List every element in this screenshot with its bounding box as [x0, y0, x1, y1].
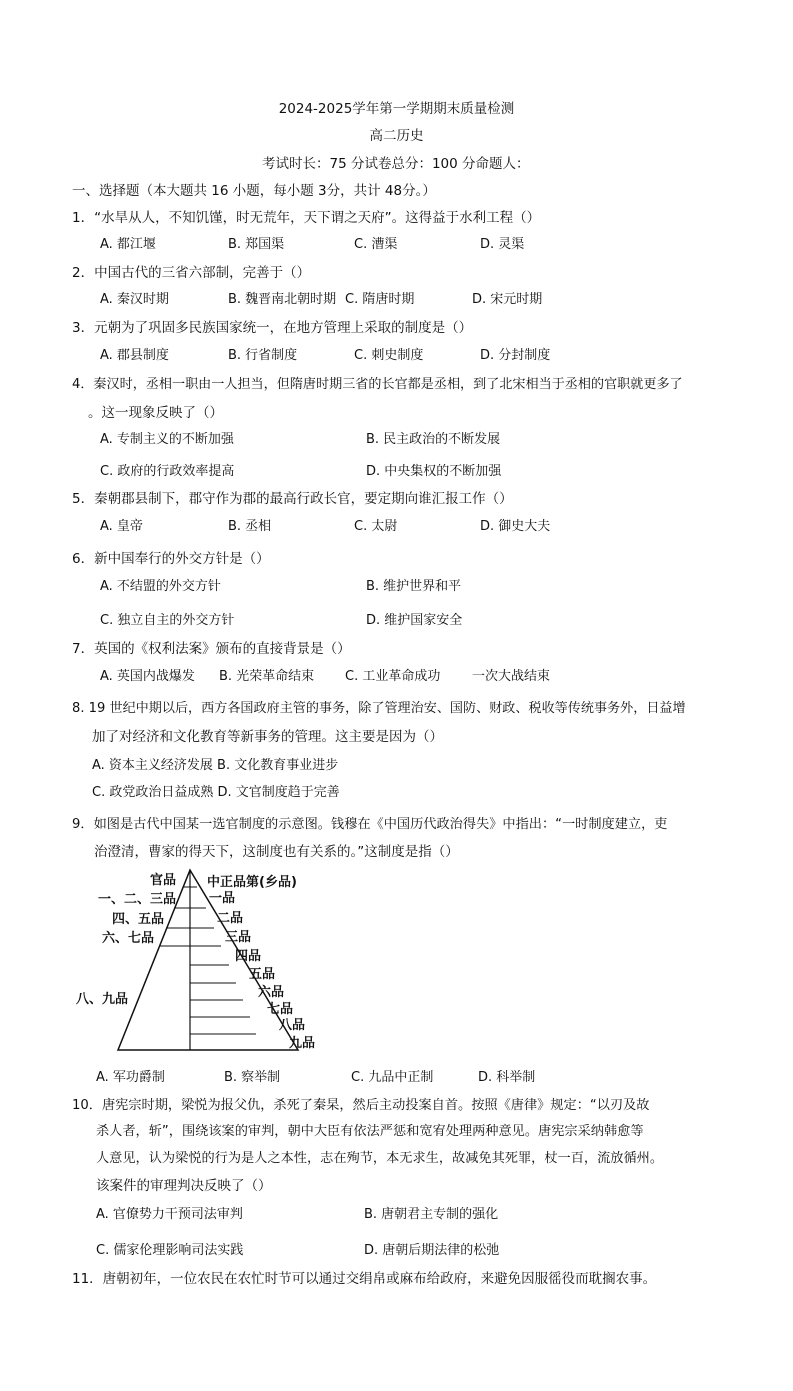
- right-label: 八品: [279, 1018, 306, 1033]
- q2-option-b: B. 魏晋南北朝时期: [228, 292, 337, 307]
- left-label: 四、五品: [112, 912, 165, 927]
- q6-option-c: C. 独立自主的外交方针: [100, 613, 235, 628]
- q1-option-a: A. 都江堰: [100, 237, 156, 252]
- q4-option-c: C. 政府的行政效率提高: [100, 464, 235, 479]
- q9-option-b: B. 察举制: [224, 1070, 281, 1085]
- right-label: 一品: [209, 891, 236, 906]
- left-label: 一、二、三品: [98, 892, 177, 907]
- question-1-stem: 1．“水旱从人，不知饥馑，时无荒年，天下谓之天府”。这得益于水利工程（）: [72, 210, 541, 226]
- diagram-right-header: 中正品第(乡品): [207, 875, 297, 890]
- q5-option-c: C. 太尉: [354, 519, 398, 534]
- q8-options-cd: C. 政党政治日益成熟 D. 文官制度趋于完善: [92, 785, 340, 800]
- q4-option-a: A. 专制主义的不断加强: [100, 432, 234, 447]
- q6-option-a: A. 不结盟的外交方针: [100, 579, 221, 594]
- left-label: 六、七品: [102, 931, 155, 946]
- right-label: 七品: [267, 1002, 294, 1017]
- question-6-stem: 6．新中国奉行的外交方针是（）: [72, 551, 270, 567]
- question-4-stem-line1: 4．秦汉时，丞相一职由一人担当，但隋唐时期三省的长官都是丞相，到了北宋相当于丞相的官职就更多了: [72, 377, 683, 392]
- question-8-stem-line2: 加了对经济和文化教育等新事务的管理。这主要是因为（）: [92, 729, 443, 745]
- right-label: 六品: [258, 985, 285, 1000]
- question-2-stem: 2．中国古代的三省六部制，完善于（）: [72, 265, 311, 281]
- q10-option-c: C. 儒家伦理影响司法实践: [96, 1243, 244, 1258]
- exam-info: 考试时长：75 分试卷总分：100 分命题人：: [262, 156, 530, 172]
- q9-option-d: D. 科举制: [478, 1070, 536, 1085]
- q2-option-a: A. 秦汉时期: [100, 292, 169, 307]
- q7-option-d: 一次大战结束: [472, 669, 551, 684]
- q3-option-c: C. 刺史制度: [354, 348, 424, 363]
- nine-rank-diagram: [0, 865, 793, 1065]
- q6-option-b: B. 维护世界和平: [366, 579, 462, 594]
- question-10-line3: 人意见，认为梁悦的行为是人之本性，志在殉节，本无求生，故减免其死罪，杖一百，流放循州。: [96, 1151, 664, 1166]
- question-3-stem: 3．元朝为了巩固多民族国家统一，在地方管理上采取的制度是（）: [72, 320, 473, 336]
- q7-option-c: C. 工业革命成功: [345, 669, 441, 684]
- question-10-line2: 杀人者，斩”，围绕该案的审判，朝中大臣有依法严惩和宽宥处理两种意见。唐宪宗采纳韩愈等: [96, 1124, 644, 1139]
- question-9-stem-line1: 9．如图是古代中国某一选官制度的示意图。钱穆在《中国历代政治得失》中指出：“一时制度建立，吏: [72, 817, 668, 832]
- q7-option-a: A. 英国内战爆发: [100, 669, 195, 684]
- q7-option-b: B. 光荣革命结束: [219, 669, 315, 684]
- q1-option-d: D. 灵渠: [480, 237, 525, 252]
- right-label: 四品: [235, 949, 262, 964]
- right-label: 二品: [217, 911, 244, 926]
- question-4-stem-line2: 。这一现象反映了（）: [88, 405, 223, 421]
- q4-option-b: B. 民主政治的不断发展: [366, 432, 501, 447]
- q9-option-c: C. 九品中正制: [351, 1070, 434, 1085]
- exam-title: 2024-2025学年第一学期期末质量检测: [278, 101, 515, 117]
- q9-option-a: A. 军功爵制: [96, 1070, 165, 1085]
- question-7-stem: 7．英国的《权利法案》颁布的直接背景是（）: [72, 641, 351, 657]
- q5-option-d: D. 御史大夫: [480, 519, 551, 534]
- right-label: 五品: [249, 967, 276, 982]
- q5-option-b: B. 丞相: [228, 519, 272, 534]
- question-5-stem: 5．秦朝郡县制下，郡守作为郡的最高行政长官，要定期向谁汇报工作（）: [72, 491, 513, 507]
- q6-option-d: D. 维护国家安全: [366, 613, 463, 628]
- q1-option-c: C. 漕渠: [354, 237, 398, 252]
- q3-option-d: D. 分封制度: [480, 348, 551, 363]
- left-label: 八、九品: [76, 992, 129, 1007]
- q4-option-d: D. 中央集权的不断加强: [366, 464, 502, 479]
- q2-option-c: C. 隋唐时期: [345, 292, 415, 307]
- question-10-line4: 该案件的审理判决反映了（）: [96, 1178, 272, 1194]
- right-label: 九品: [289, 1036, 316, 1051]
- q8-options-ab: A. 资本主义经济发展 B. 文化教育事业进步: [92, 758, 339, 773]
- question-9-stem-line2: 治澄清，曹家的得天下，这制度也有关系的。”这制度是指（）: [94, 844, 459, 860]
- diagram-left-header: 官品: [150, 873, 177, 888]
- question-10-line1: 10．唐宪宗时期，梁悦为报父仇，杀死了秦杲，然后主动投案自首。按照《唐律》规定：“以刃及故: [72, 1098, 650, 1113]
- q2-option-d: D. 宋元时期: [472, 292, 543, 307]
- q1-option-b: B. 郑国渠: [228, 237, 285, 252]
- q3-option-b: B. 行省制度: [228, 348, 298, 363]
- question-11-stem: 11．唐朝初年，一位农民在农忙时节可以通过交绢帛或麻布给政府，来避免因服徭役而耽搁农事。: [72, 1271, 657, 1287]
- right-label: 三品: [225, 930, 252, 945]
- q10-option-d: D. 唐朝后期法律的松弛: [364, 1243, 500, 1258]
- q5-option-a: A. 皇帝: [100, 519, 143, 534]
- question-8-stem-line1: 8. 19 世纪中期以后，西方各国政府主管的事务，除了管理治安、国防、财政、税收等传统事务外，日益增: [72, 701, 686, 716]
- exam-subject: 高二历史: [369, 128, 424, 144]
- q10-option-b: B. 唐朝君主专制的强化: [364, 1207, 499, 1222]
- q3-option-a: A. 郡县制度: [100, 348, 169, 363]
- q10-option-a: A. 官僚势力干预司法审判: [96, 1207, 243, 1222]
- section-heading: 一、选择题（本大题共 16 小题，每小题 3分，共计 48分。）: [72, 183, 436, 199]
